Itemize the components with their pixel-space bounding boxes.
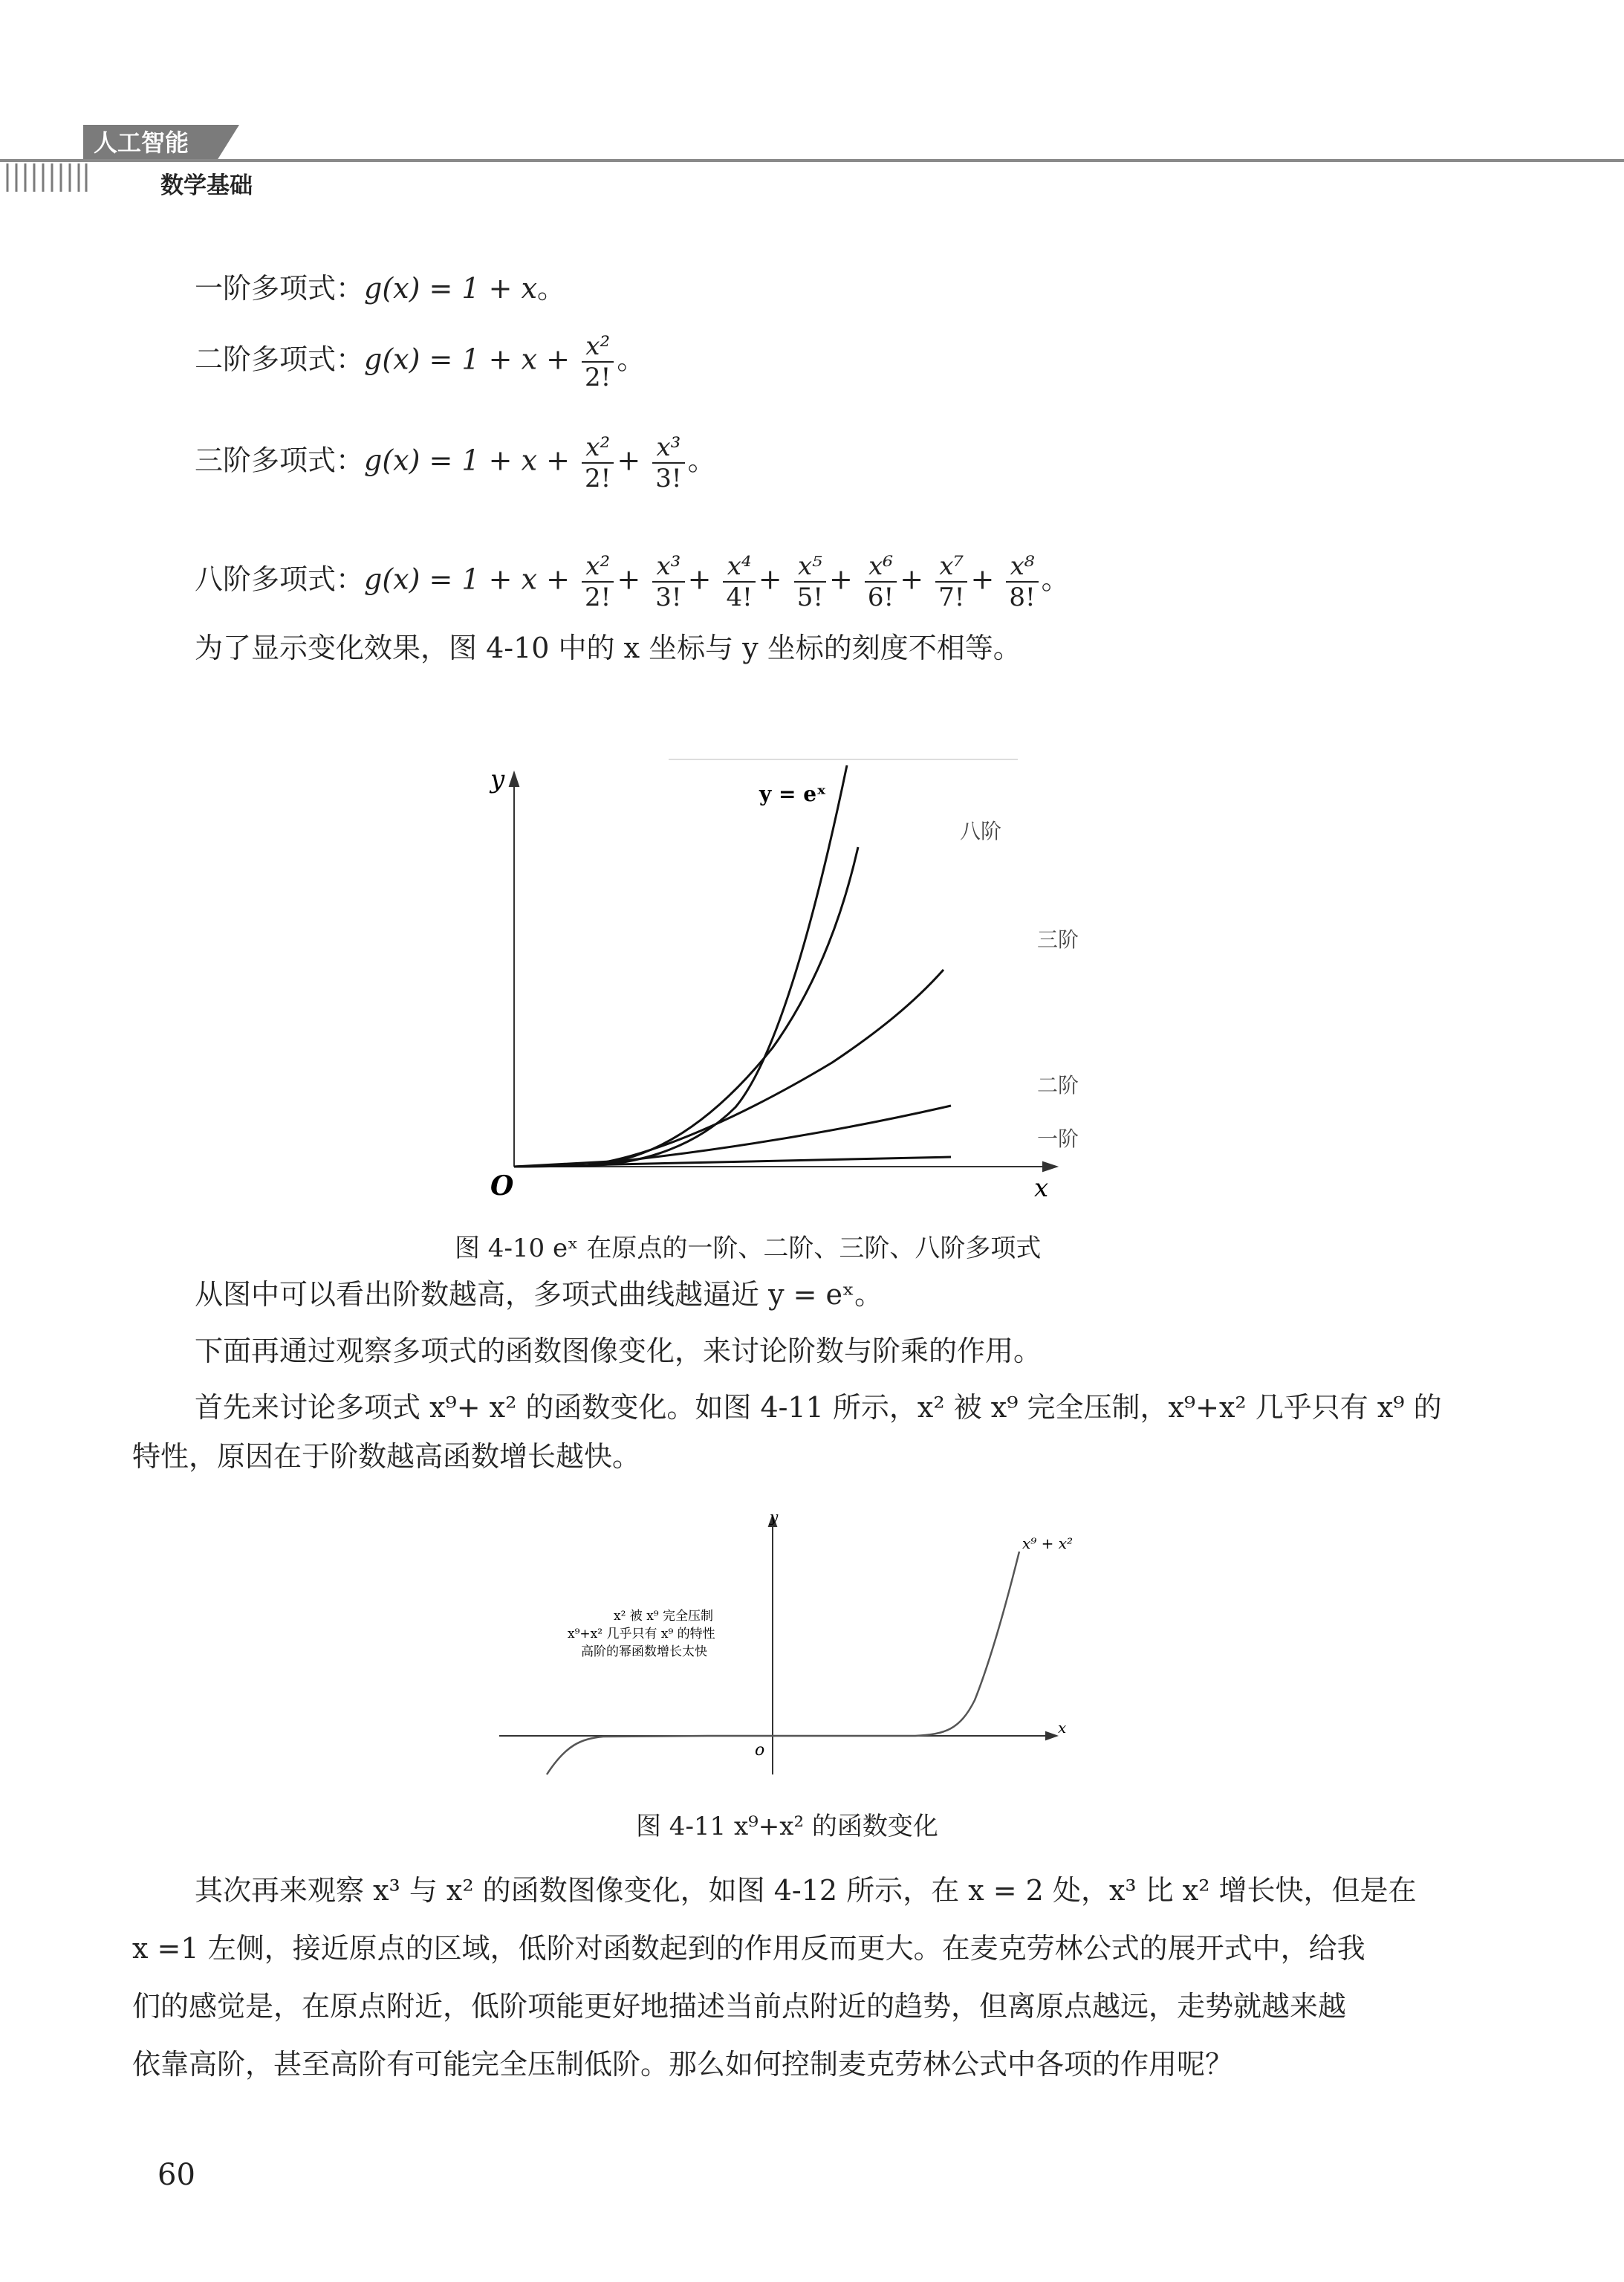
fraction (723, 551, 755, 612)
curve-label-exp: y = eˣ (759, 782, 827, 806)
fraction-numerator: x⁴ (723, 551, 755, 583)
header-rule (0, 159, 1624, 162)
formula-expression: g(x) = 1 + x (364, 272, 538, 305)
curve-first-order (514, 1157, 951, 1167)
fraction-numerator: x² (582, 331, 614, 363)
paragraph-3-line-1: 首先来讨论多项式 x⁹+ x² 的函数变化。如图 4-11 所示，x² 被 x⁹ 完全压制，x⁹+x² 几乎只有 x⁹ 的 (195, 1391, 1442, 1424)
fraction-numerator: x⁸ (1006, 551, 1038, 583)
formula-second-order (195, 331, 645, 392)
fraction-numerator: x³ (652, 432, 684, 464)
origin-label: O (490, 1170, 514, 1202)
fraction-numerator: x² (582, 551, 614, 583)
curve-third-order (514, 970, 943, 1167)
annotation-line-3: 高阶的幂函数增长太快 (581, 1644, 707, 1659)
fraction-denominator: 3! (655, 583, 682, 612)
header-stripes-decoration (0, 163, 88, 192)
paragraph-1: 从图中可以看出阶数越高，多项式曲线越逼近 y = eˣ。 (195, 1278, 883, 1311)
paragraph-4-line-1: 其次再来观察 x³ 与 x² 的函数图像变化，如图 4-12 所示，在 x = 2 处，x³ 比 x² 增长快，但是在 (195, 1874, 1417, 1907)
formula-label: 一阶多项式： (195, 272, 365, 305)
fraction-numerator: x⁵ (794, 551, 826, 583)
fraction-numerator: x⁷ (935, 551, 967, 583)
paragraph-4-line-2: x =1 左侧，接近原点的区域，低阶对函数起到的作用反而更大。在麦克劳林公式的展开式中，给我 (132, 1932, 1365, 1965)
curve-eighth-order (514, 847, 858, 1167)
fraction (794, 551, 826, 612)
origin-label: o (755, 1741, 765, 1760)
curve-label-second: 二阶 (1037, 1073, 1079, 1098)
formula-first-order (195, 273, 565, 303)
formula-tail: 。 (537, 272, 566, 305)
figure-4-10-plot (475, 751, 1114, 1211)
fraction (935, 551, 967, 612)
x-axis-arrow (1043, 1162, 1056, 1171)
formula-expression: g(x) = 1 + x + (364, 444, 570, 477)
formula-tail: 。 (1041, 563, 1070, 596)
book-title-tab (83, 125, 217, 161)
formula-label: 三阶多项式： (195, 444, 365, 477)
x-axis-label: x (1034, 1173, 1049, 1203)
formula-tail: 。 (617, 343, 646, 376)
header-tab-notch (217, 125, 239, 161)
y-axis-arrow (510, 773, 519, 786)
annotation-line-1: x² 被 x⁹ 完全压制 (614, 1609, 714, 1624)
fraction (865, 551, 897, 612)
formula-expression: g(x) = 1 + x + (364, 343, 570, 376)
formula-label: 二阶多项式： (195, 343, 365, 376)
figure-4-10-caption: 图 4-10 eˣ 在原点的一阶、二阶、三阶、八阶多项式 (455, 1234, 1042, 1263)
fraction-numerator: x³ (652, 551, 684, 583)
fraction (652, 551, 684, 612)
fraction-denominator: 2! (585, 583, 611, 612)
fraction (582, 551, 614, 612)
x-axis-label: x (1058, 1719, 1067, 1737)
paragraph-2: 下面再通过观察多项式的函数图像变化，来讨论阶数与阶乘的作用。 (195, 1335, 1042, 1367)
formula-eighth-order: 八阶多项式：g(x) = 1 + x + $\frac{\text{x²}}{2!}$ + $\frac{\text{x³}}{3!}$ + $\frac{\text{x⁴}}{4!}$ + $\frac{\text{x⁵}}{5!}$ + $\frac{\text{x⁶}}{6!}$ + $\frac{\text{x⁷}}{7!}$ + $\frac{\text{x⁸}}{8!}$ 。 (195, 551, 1070, 612)
scale-note: 为了显示变化效果，图 4-10 中的 x 坐标与 y 坐标的刻度不相等。 (195, 632, 1022, 664)
figure-4-11-plot (499, 1507, 1094, 1789)
formula-expression: g(x) = 1 + x + (364, 563, 570, 596)
curve-x9-plus-x2 (547, 1552, 1019, 1774)
annotation-line-2: x⁹+x² 几乎只有 x⁹ 的特性 (568, 1627, 715, 1641)
figure-4-11-caption: 图 4-11 x⁹+x² 的函数变化 (636, 1812, 938, 1841)
book-subtitle: 数学基础 (160, 172, 253, 199)
fraction (582, 432, 614, 493)
book-title: 人工智能 (94, 129, 189, 157)
formula-third-order: 三阶多项式：g(x) = 1 + x + $\frac{\text{x²}}{2!}$ + $\frac{\text{x³}}{3!}$ 。 (195, 432, 716, 493)
fraction-denominator: 7! (938, 583, 965, 612)
fraction (652, 432, 684, 493)
fraction (1006, 551, 1038, 612)
paragraph-4-line-3: 们的感觉是，在原点附近，低阶项能更好地描述当前点附近的趋势，但离原点越远，走势就越来越 (132, 1990, 1347, 2023)
y-axis-label: y (490, 765, 505, 794)
formula-tail: 。 (687, 444, 716, 477)
curve-label-third: 三阶 (1037, 927, 1079, 952)
fraction-numerator: x² (582, 432, 614, 464)
curve-exp (514, 765, 847, 1167)
fraction-numerator: x⁶ (865, 551, 897, 583)
y-axis-label: y (770, 1508, 779, 1526)
curve-label-eighth: 八阶 (960, 819, 1002, 843)
fraction-denominator: 3! (655, 464, 682, 493)
fraction-denominator: 5! (796, 583, 823, 612)
curve-label-first: 一阶 (1037, 1127, 1079, 1151)
fraction-denominator: 6! (867, 583, 894, 612)
paragraph-3-line-2: 特性，原因在于阶数越高函数增长越快。 (132, 1440, 641, 1473)
x-axis-arrow (1046, 1732, 1056, 1740)
paragraph-4-line-4: 依靠高阶，甚至高阶有可能完全压制低阶。那么如何控制麦克劳林公式中各项的作用呢？ (132, 2048, 1234, 2081)
fraction-denominator: 4! (726, 583, 753, 612)
formula-label: 八阶多项式： (195, 563, 365, 596)
fraction-denominator: 8! (1009, 583, 1036, 612)
fraction-denominator: 2! (585, 363, 611, 392)
page-number: 60 (157, 2158, 195, 2192)
fraction-denominator: 2! (585, 464, 611, 493)
fraction (582, 331, 614, 392)
curve-label: x⁹ + x² (1022, 1534, 1074, 1552)
